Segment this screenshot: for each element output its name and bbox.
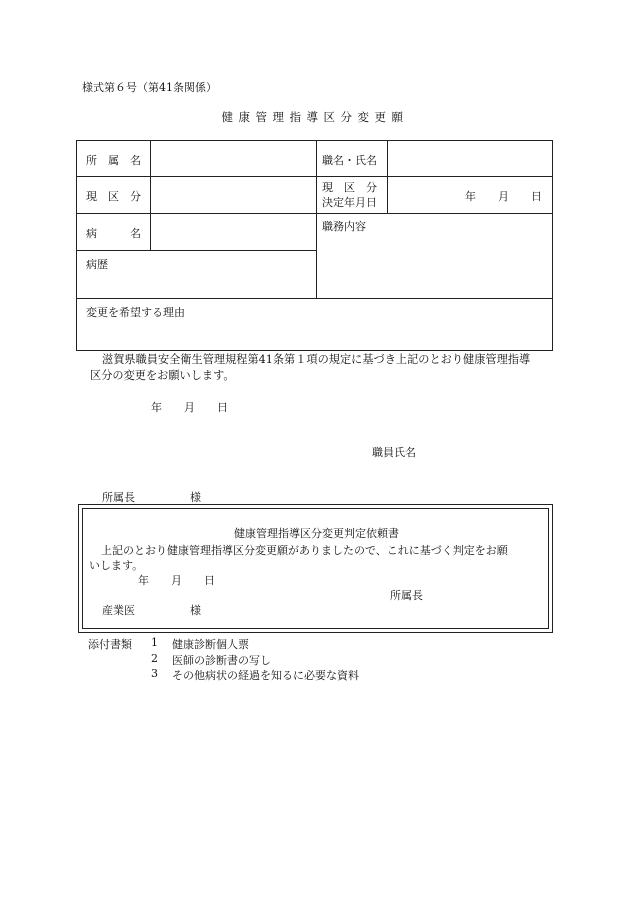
judgment-request-box xyxy=(78,504,553,633)
request-date[interactable]: 年 月 日 xyxy=(151,401,228,414)
reason-label: 変更を希望する理由 xyxy=(86,306,185,319)
attachment-3-text: その他病状の経過を知るに必要な資料 xyxy=(172,669,359,682)
form-title: 健康管理指導区分変更願 xyxy=(221,110,409,124)
employee-name-label: 職員氏名 xyxy=(372,446,416,459)
form-number: 様式第６号（第41条関係） xyxy=(82,81,217,94)
attachment-1-num: 1 xyxy=(151,636,158,649)
current-class-field[interactable] xyxy=(152,178,314,212)
position-name-field[interactable] xyxy=(389,142,551,175)
judgment-request-inner xyxy=(82,508,549,629)
attachment-2-num: 2 xyxy=(151,652,158,665)
attachment-3-num: 3 xyxy=(151,667,158,680)
disease-field[interactable] xyxy=(152,215,314,249)
attachments-label: 添付書類 xyxy=(88,638,132,651)
decision-date-label: 現 区 分 決定年月日 xyxy=(322,181,377,209)
affiliation-label: 所属名 xyxy=(86,154,152,167)
judgment-text-line2: いします。 xyxy=(89,559,144,572)
sender-label: 所属長 xyxy=(390,589,423,602)
duties-label: 職務内容 xyxy=(322,220,366,233)
application-table xyxy=(76,140,553,351)
reason-field[interactable] xyxy=(79,319,550,349)
addressee-line: 所属長 様 xyxy=(102,491,201,504)
position-name-label: 職名・氏名 xyxy=(322,154,377,167)
current-class-label: 現区分 xyxy=(86,190,152,203)
disease-label: 病名 xyxy=(86,227,174,240)
judgment-text-line1: 上記のとおり健康管理指導区分変更願がありましたので、これに基づく判定をお願 xyxy=(101,544,508,557)
decision-date-value[interactable]: 年 月 日 xyxy=(465,190,542,203)
attachment-2-text: 医師の診断書の写し xyxy=(172,654,271,667)
judgment-title: 健康管理指導区分変更判定依頼書 xyxy=(234,527,399,540)
duties-field[interactable] xyxy=(318,233,551,296)
affiliation-field[interactable] xyxy=(152,142,314,175)
recipient-line: 産業医 様 xyxy=(102,604,201,617)
judgment-date[interactable]: 年 月 日 xyxy=(138,574,215,587)
history-field[interactable] xyxy=(79,271,314,297)
attachment-1-text: 健康診断個人票 xyxy=(172,638,249,651)
request-statement: 滋賀県職員安全衛生管理規程第41条第１項の規定に基づき上記のとおり健康管理指導 区分の変更をお願いします。 xyxy=(90,353,531,382)
history-label: 病歴 xyxy=(86,258,108,271)
